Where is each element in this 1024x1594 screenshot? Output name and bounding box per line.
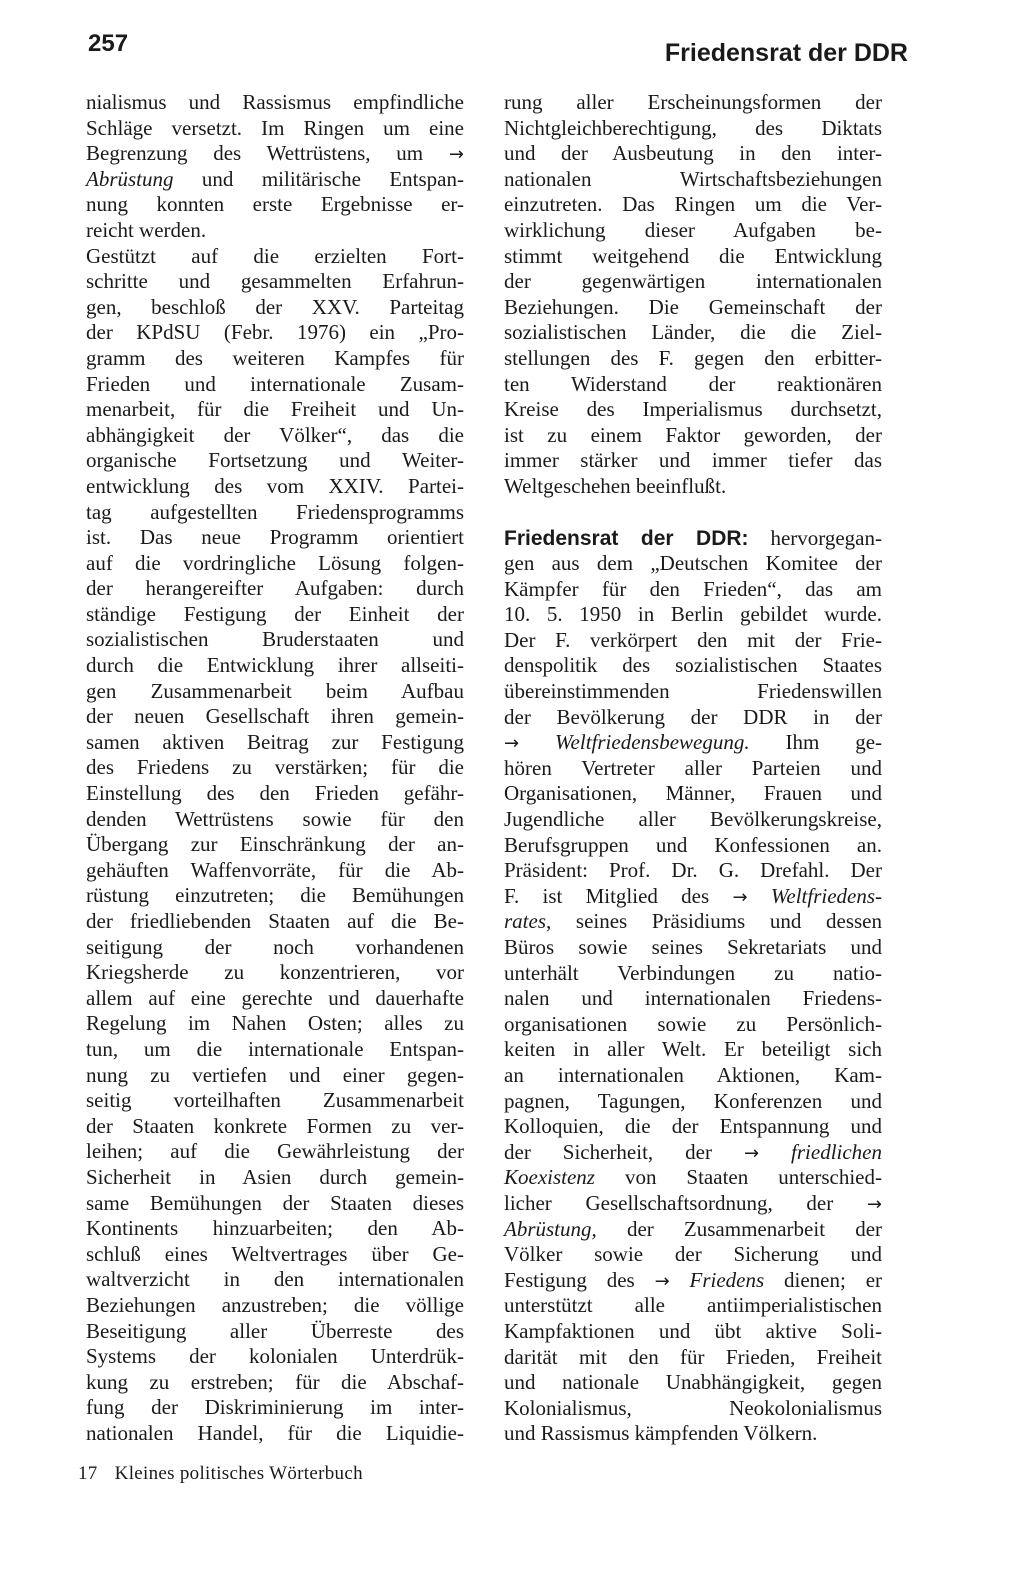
text-line: Jugendliche aller Bevölkerungskreise,	[504, 807, 882, 832]
text-fragment: von Staaten unterschied-	[624, 1165, 882, 1190]
text-line: abhängigkeit der Völker“, das die	[86, 422, 464, 447]
text-fragment: Begrenzung des Wettrüstens, um	[86, 141, 424, 166]
text-line: denden Wettrüstens sowie für den	[86, 806, 464, 831]
text-line: stellungen des F. gegen den erbitter-	[504, 345, 882, 370]
text-line	[86, 167, 464, 193]
text-line: Kreise des Imperialismus durchsetzt,	[504, 397, 882, 422]
text-line: gehäuften Waffenvorräte, für die Ab-	[86, 857, 464, 882]
text-line: sozialistischen Bruderstaaten und	[86, 627, 464, 652]
cross-reference-koexistenz-cont: Koexistenz	[504, 1165, 595, 1190]
cross-reference-arrow-icon: →	[743, 1142, 760, 1164]
text-line: reicht werden.	[86, 217, 207, 242]
text-line: Gestützt auf die erzielten Fort-	[86, 243, 464, 268]
text-line: nalen und internationalen Friedens-	[504, 986, 882, 1011]
text-line: menarbeit, für die Freiheit und Un-	[86, 397, 464, 422]
text-line: immer stärker und immer tiefer das	[504, 448, 882, 473]
text-line: Kampfaktionen und übt aktive Soli-	[504, 1318, 882, 1343]
text-line: leihen; auf die Gewährleistung der	[86, 1139, 464, 1164]
text-line	[504, 1217, 882, 1243]
text-line: wirklichung dieser Aufgaben be-	[504, 217, 882, 242]
text-line: übereinstimmenden Friedenswillen	[504, 679, 882, 704]
text-line: sozialistischen Länder, die die Ziel-	[504, 320, 882, 345]
text-line: der herangereifter Aufgaben: durch	[86, 576, 464, 601]
text-line: und nationale Unabhängigkeit, gegen	[504, 1370, 882, 1395]
text-line: Berufsgruppen und Konfessionen an.	[504, 832, 882, 857]
cross-reference-abruestung: Abrüstung	[86, 166, 174, 191]
text-line: einzutreten. Das Ringen um die Ver-	[504, 192, 882, 217]
text-line	[504, 909, 882, 935]
text-line: gramm des weiteren Kampfes für	[86, 345, 464, 370]
text-line: seitigung der noch vorhandenen	[86, 934, 464, 959]
text-line: Schläge versetzt. Im Ringen um eine	[86, 115, 464, 140]
cross-reference-arrow-icon: →	[504, 733, 520, 755]
text-line	[504, 884, 882, 910]
text-line: auf die vordringliche Lösung folgen-	[86, 550, 464, 575]
text-line: Kämpfer für den Frieden“, das am	[504, 576, 882, 601]
text-fragment: F. ist Mitglied des	[504, 883, 710, 908]
cross-reference-arrow-icon: →	[732, 886, 748, 908]
cross-reference-weltfriedensrates: Weltfriedens-	[770, 883, 883, 908]
text-line: schluß eines Weltvertrages über Ge-	[86, 1241, 464, 1266]
text-line: nialismus und Rassismus empfindliche	[86, 90, 464, 114]
text-line: und Rassismus kämpfenden Völkern.	[504, 1421, 818, 1446]
text-line: entwicklung des vom XXIV. Partei-	[86, 473, 464, 498]
text-line: gen, beschloß der XXV. Parteitag	[86, 294, 464, 319]
text-line: der Staaten konkrete Formen zu ver-	[86, 1113, 464, 1138]
text-line	[86, 141, 464, 167]
text-line: tun, um die internationale Entspan-	[86, 1036, 464, 1061]
text-line: seitig vorteilhaften Zusammenarbeit	[86, 1088, 464, 1113]
text-line: Einstellung des den Frieden gefähr-	[86, 781, 464, 806]
entry-headword-line	[504, 526, 882, 552]
text-line: keiten in aller Welt. Er beteiligt sich	[504, 1037, 882, 1062]
text-line: darität mit den für Frieden, Freiheit	[504, 1344, 882, 1369]
paragraph-gap	[504, 500, 882, 526]
text-line: samen aktiven Beitrag zur Festigung	[86, 729, 464, 754]
text-line: denspolitik des sozialistischen Staates	[504, 653, 882, 678]
cross-reference-arrow-icon: →	[654, 1270, 670, 1292]
text-line: hören Vertreter aller Parteien und	[504, 755, 882, 780]
text-line: durch die Entwicklung ihrer allseiti-	[86, 653, 464, 678]
text-line: Kriegsherde zu konzentrieren, vor	[86, 960, 464, 985]
text-line	[504, 1140, 882, 1166]
text-line: ten Widerstand der reaktionären	[504, 371, 882, 396]
text-line: pagnen, Tagungen, Konferenzen und	[504, 1088, 882, 1113]
text-line	[504, 1165, 882, 1191]
text-fragment: seines Präsidiums und dessen	[575, 909, 882, 934]
text-line: Weltgeschehen beeinflußt.	[504, 473, 727, 498]
signature-title: Kleines politisches Wörterbuch	[114, 1463, 363, 1484]
text-line: Organisationen, Männer, Frauen und	[504, 781, 882, 806]
text-fragment: Ihm ge-	[785, 730, 883, 755]
cross-reference-friedens: Friedens	[689, 1267, 765, 1292]
text-line: der gegenwärtigen internationalen	[504, 269, 882, 294]
right-column	[504, 90, 882, 1447]
text-line: ist. Das neue Programm orientiert	[86, 525, 464, 550]
text-line: an internationalen Aktionen, Kam-	[504, 1062, 882, 1087]
running-head: Friedensrat der DDR	[664, 39, 908, 67]
text-line: same Bemühungen der Staaten dieses	[86, 1190, 464, 1215]
text-line: Kolloquien, die der Entspannung und	[504, 1114, 882, 1139]
text-line: tag aufgestellten Friedensprogramms	[86, 499, 464, 524]
page-number: 257	[88, 30, 129, 57]
text-line: Präsident: Prof. Dr. G. Drefahl. Der	[504, 858, 882, 883]
text-line: gen Zusammenarbeit beim Aufbau	[86, 678, 464, 703]
text-line: der neuen Gesellschaft ihren gemein-	[86, 704, 464, 729]
text-line: allem auf eine gerechte und dauerhafte	[86, 985, 464, 1010]
text-line: rung aller Erscheinungsformen der	[504, 90, 882, 114]
text-fragment: hervorgegan-	[770, 525, 882, 550]
text-line: der Bevölkerung der DDR in der	[504, 704, 882, 729]
text-line: des Friedens zu verstärken; für die	[86, 755, 464, 780]
text-line: nationalen Handel, für die Liquidie-	[86, 1420, 464, 1445]
text-line: gen aus dem „Deutschen Komitee der	[504, 551, 882, 576]
text-line: nationalen Wirtschaftsbeziehungen	[504, 166, 882, 191]
text-fragment: der Zusammenarbeit der	[626, 1216, 883, 1241]
text-line	[504, 730, 882, 756]
text-line: stimmt weitgehend die Entwicklung	[504, 243, 882, 268]
text-line: Völker sowie der Sicherung und	[504, 1242, 882, 1267]
text-line: kung zu erstreben; für die Abschaf-	[86, 1369, 464, 1394]
text-line: der friedliebenden Staaten auf die Be-	[86, 909, 464, 933]
text-fragment: Festigung des	[504, 1267, 635, 1292]
text-line: Der F. verkörpert den mit der Frie-	[504, 627, 882, 652]
text-fragment: und militärische Entspan-	[201, 166, 464, 191]
cross-reference-arrow-icon: →	[866, 1193, 883, 1215]
text-line: Büros sowie seines Sekretariats und	[504, 935, 882, 959]
text-line: waltverzicht in den internationalen	[86, 1267, 464, 1292]
text-line: Regelung im Nahen Osten; alles zu	[86, 1011, 464, 1036]
text-fragment: der Sicherheit, der	[504, 1139, 712, 1164]
text-line: Übergang zur Einschränkung der an-	[86, 832, 464, 857]
text-line: unterhält Verbindungen zu natio-	[504, 960, 882, 985]
text-line: Kontinents hinzuarbeiten; den Ab-	[86, 1216, 464, 1241]
entry-headword: Friedensrat der DDR:	[504, 526, 749, 550]
text-line: schritte und gesammelten Erfahrun-	[86, 269, 464, 294]
text-line	[504, 1268, 882, 1294]
cross-reference-weltfriedensbewegung: Weltfriedensbewegung.	[554, 730, 750, 755]
text-line: und der Ausbeutung in den inter-	[504, 141, 882, 166]
text-line: Beziehungen anzustreben; die völlige	[86, 1292, 464, 1317]
text-line: Frieden und internationale Zusam-	[86, 371, 464, 396]
text-line: ist zu einem Faktor geworden, der	[504, 422, 882, 447]
text-line: nung zu vertiefen und einer gegen-	[86, 1062, 464, 1087]
text-line: organisationen sowie zu Persönlich-	[504, 1011, 882, 1036]
text-line: Systems der kolonialen Unterdrük-	[86, 1344, 464, 1369]
cross-reference-weltfriedensrates-cont: rates,	[504, 909, 552, 934]
signature-footer	[78, 1462, 363, 1486]
cross-reference-arrow-icon: →	[448, 144, 464, 166]
text-line	[504, 1191, 882, 1217]
text-fragment: licher Gesellschaftsordnung, der	[504, 1190, 834, 1215]
left-column	[86, 90, 464, 1446]
cross-reference-friedliche-koexistenz: friedlichen	[791, 1139, 883, 1164]
text-line: Nichtgleichberechtigung, des Diktats	[504, 115, 882, 140]
text-line: Beseitigung aller Überreste des	[86, 1318, 464, 1343]
text-line: der KPdSU (Febr. 1976) ein „Pro-	[86, 320, 464, 345]
text-line: Sicherheit in Asien durch gemein-	[86, 1164, 464, 1189]
text-line: 10. 5. 1950 in Berlin gebildet wurde.	[504, 602, 882, 627]
text-line: Beziehungen. Die Gemeinschaft der	[504, 294, 882, 319]
text-line: nung konnten erste Ergebnisse er-	[86, 192, 464, 217]
text-line: unterstützt alle antiimperialistischen	[504, 1293, 882, 1318]
cross-reference-abruestung: Abrüstung,	[504, 1216, 597, 1241]
text-line: Kolonialismus, Neokolonialismus	[504, 1395, 882, 1420]
text-line: rüstung einzutreten; die Bemühungen	[86, 883, 464, 908]
text-fragment: dienen; er	[784, 1267, 883, 1292]
text-line: ständige Festigung der Einheit der	[86, 601, 464, 626]
text-line: fung der Diskriminierung im inter-	[86, 1395, 464, 1420]
signature-number: 17	[78, 1463, 98, 1484]
text-line: organische Fortsetzung und Weiter-	[86, 448, 464, 473]
